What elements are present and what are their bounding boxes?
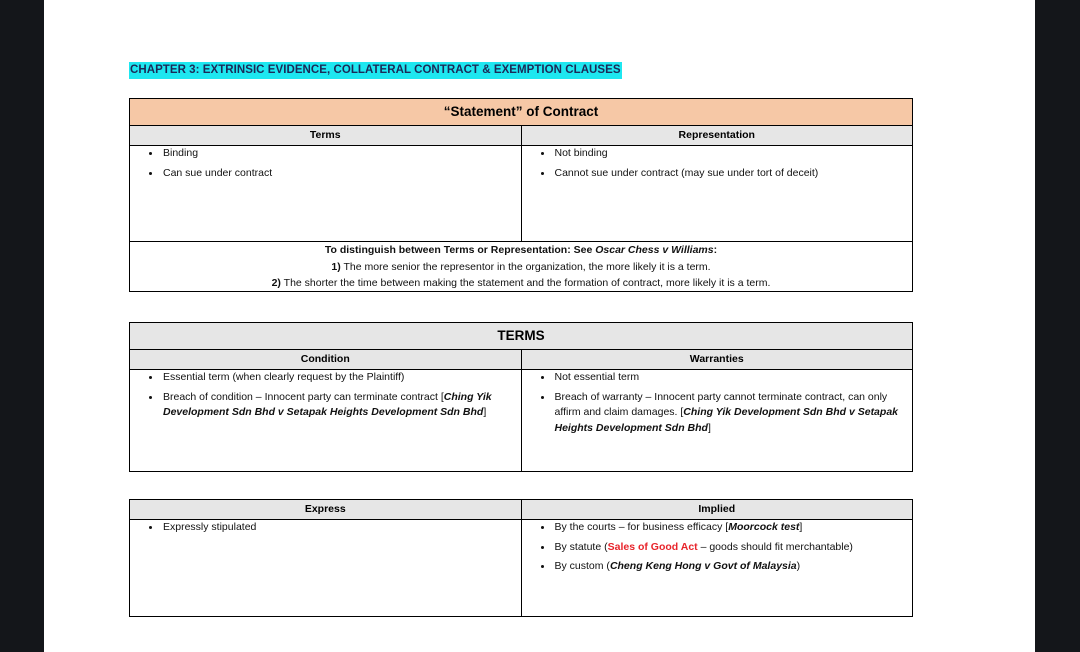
table-statement-body-row bbox=[130, 146, 913, 242]
list-item bbox=[555, 559, 913, 575]
case-name-ching-yik: Ching Yik Development Sdn Bhd v Setapak Heights Development Sdn Bhd bbox=[554, 406, 898, 434]
bullet-pre: By the courts – for business efficacy [ bbox=[554, 521, 729, 533]
note-1-text: The more senior the representor in the organization, the more likely it is a term. bbox=[340, 261, 711, 273]
cell-distinguish-note bbox=[130, 242, 913, 292]
cell-express-bullets bbox=[130, 520, 522, 617]
case-name-oscar-chess: Oscar Chess v Williams bbox=[595, 244, 714, 256]
column-header-express: Express bbox=[130, 500, 522, 520]
implied-bullet-list bbox=[522, 520, 913, 575]
cell-implied-bullets bbox=[521, 520, 913, 617]
representation-bullet-list bbox=[522, 146, 913, 181]
table-terms bbox=[129, 322, 913, 472]
note-line-1 bbox=[130, 259, 912, 275]
list-item: Not essential term bbox=[555, 370, 913, 386]
spacer-1 bbox=[129, 292, 919, 322]
bullet-text: Breach of condition – Innocent party can terminate contract [ bbox=[163, 390, 444, 403]
bullet-post: – goods should fit merchantable) bbox=[697, 540, 853, 553]
note-lead: To distinguish between Terms or Representation: See bbox=[324, 244, 596, 256]
table-statement-title: “Statement” of Contract bbox=[130, 99, 913, 126]
document-content bbox=[129, 60, 919, 617]
express-bullet-list bbox=[130, 520, 521, 536]
list-item: Essential term (when clearly request by the Plaintiff) bbox=[163, 370, 521, 386]
bullet-tail: ] bbox=[707, 421, 711, 434]
bullet-post: ) bbox=[796, 560, 801, 572]
bullet-pre: By custom ( bbox=[554, 560, 610, 572]
list-item: Binding bbox=[163, 146, 521, 162]
bullet-pre: By statute ( bbox=[554, 540, 608, 553]
condition-bullet-list bbox=[130, 370, 521, 421]
chapter-title: CHAPTER 3: EXTRINSIC EVIDENCE, COLLATERAL CONTRACT & EXEMPTION CLAUSES bbox=[129, 62, 622, 79]
note-1-number: 1) bbox=[331, 261, 341, 273]
table-statement-of-contract bbox=[129, 98, 913, 292]
note-2-number: 2) bbox=[271, 277, 281, 289]
column-header-representation: Representation bbox=[521, 126, 913, 146]
case-name-ching-yik: Ching Yik Development Sdn Bhd v Setapak Heights Development Sdn Bhd bbox=[163, 390, 492, 418]
bullet-text: Breach of warranty – Innocent party cannot terminate contract, can only affirm and claim damages. [ bbox=[554, 390, 888, 418]
table-express-implied-body-row bbox=[130, 520, 913, 617]
cell-terms-bullets bbox=[130, 146, 522, 242]
bullet-tail: ] bbox=[483, 406, 487, 418]
list-item: Cannot sue under contract (may sue under tort of deceit) bbox=[555, 166, 913, 182]
note-line-heading bbox=[130, 242, 912, 258]
table-express-implied-column-headers bbox=[130, 500, 913, 520]
note-2-text: The shorter the time between making the statement and the formation of contract, more likely it is a term. bbox=[280, 277, 771, 289]
statute-name-sales-of-good-act: Sales of Good Act bbox=[607, 540, 698, 553]
chapter-title-wrap bbox=[129, 60, 919, 98]
table-express-implied bbox=[129, 499, 913, 617]
column-header-terms: Terms bbox=[130, 126, 522, 146]
cell-warranties-bullets bbox=[521, 370, 913, 472]
table-statement-note-row bbox=[130, 242, 913, 292]
list-item: Can sue under contract bbox=[163, 166, 521, 182]
table-terms-column-headers bbox=[130, 350, 913, 370]
case-name-cheng-keng-hong: Cheng Keng Hong v Govt of Malaysia bbox=[609, 560, 797, 572]
list-item: Expressly stipulated bbox=[163, 520, 521, 536]
table-terms-body-row bbox=[130, 370, 913, 472]
column-header-warranties: Warranties bbox=[521, 350, 913, 370]
spacer-2 bbox=[129, 472, 919, 499]
table-terms-title-row bbox=[130, 323, 913, 350]
note-line-2 bbox=[130, 275, 912, 291]
case-name-moorcock: Moorcock test bbox=[728, 521, 800, 533]
list-item bbox=[555, 520, 913, 536]
table-statement-title-row bbox=[130, 99, 913, 126]
column-header-implied: Implied bbox=[521, 500, 913, 520]
column-header-condition: Condition bbox=[130, 350, 522, 370]
warranties-bullet-list bbox=[522, 370, 913, 436]
document-page bbox=[44, 0, 1035, 652]
table-statement-column-headers bbox=[130, 126, 913, 146]
cell-representation-bullets bbox=[521, 146, 913, 242]
table-terms-title: TERMS bbox=[130, 323, 913, 350]
note-tail: : bbox=[713, 244, 718, 256]
terms-bullet-list bbox=[130, 146, 521, 181]
list-item bbox=[555, 540, 913, 556]
cell-condition-bullets bbox=[130, 370, 522, 472]
list-item bbox=[163, 390, 521, 421]
list-item: Not binding bbox=[555, 146, 913, 162]
bullet-post: ] bbox=[799, 521, 803, 533]
list-item bbox=[555, 390, 913, 437]
